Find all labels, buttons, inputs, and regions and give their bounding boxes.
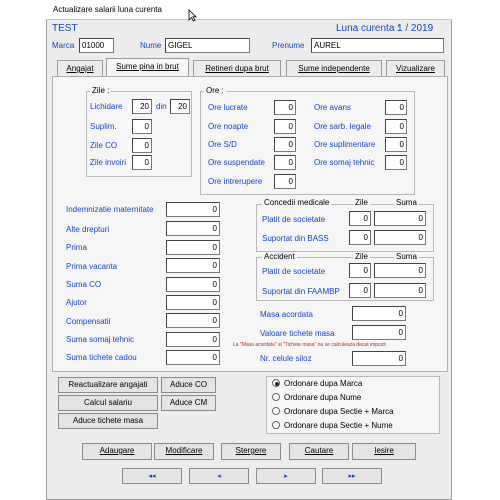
accident-suma-header: Suma [396, 252, 417, 261]
modificare-label: Modificare [165, 446, 203, 455]
compensatii-field[interactable]: 0 [166, 313, 220, 328]
tab-sume-independente[interactable] [286, 60, 382, 76]
tab-label: Retineri dupa brut [205, 64, 269, 73]
nav-next-button[interactable] [256, 468, 316, 484]
marca-field[interactable]: 01000 [79, 38, 114, 53]
ore-caption: Ore : [206, 86, 224, 95]
company-name: TEST [52, 23, 78, 34]
modificare-button[interactable] [154, 443, 214, 460]
reactualizare-angajati-button[interactable]: Reactualizare angajati [58, 377, 158, 393]
ore-lucrate-label: Ore lucrate [208, 103, 248, 112]
ore-intrerupere-field[interactable]: 0 [274, 174, 296, 189]
compensatii-label: Compensatii [66, 317, 111, 326]
stergere-button[interactable] [221, 443, 281, 460]
prenume-field[interactable]: AUREL [311, 38, 444, 53]
ordonare-marca-radio[interactable] [272, 379, 280, 387]
suma-somaj-tehnic-label: Suma somaj tehnic [66, 335, 135, 344]
ore-sarb-legale-label: Ore sarb. legale [314, 122, 371, 131]
suplim-label: Suplim. [90, 122, 117, 131]
nr-celule-siloz-label: Nr. celule siloz [260, 354, 312, 363]
adaugare-label: Adaugare [99, 446, 135, 455]
concedii-bass-suma-field[interactable]: 0 [374, 230, 426, 245]
tab-label: Sume independente [298, 64, 370, 73]
ore-noapte-field[interactable]: 0 [274, 119, 296, 134]
window-title: Actualizare salarii luna curenta [53, 5, 162, 14]
din-field[interactable]: 20 [170, 99, 190, 114]
accident-caption: Accident [264, 252, 295, 261]
next-record-icon: ▸ [284, 472, 288, 480]
tab-label: Sume pina in brut [116, 62, 179, 71]
indemnizatie-maternitate-field[interactable]: 0 [166, 202, 220, 217]
prima-vacanta-label: Prima vacanta [66, 262, 118, 271]
prenume-label: Prenume [272, 41, 305, 50]
current-month-value: 1 / 2019 [397, 23, 434, 34]
iesire-label: Iesire [374, 446, 394, 455]
accident-faambp-zile-field[interactable]: 0 [349, 283, 371, 298]
nav-prev-button[interactable] [189, 468, 249, 484]
tab-angajat[interactable] [57, 60, 103, 76]
valoare-tichete-field[interactable]: 0 [352, 325, 406, 340]
prima-label: Prima [66, 243, 87, 252]
ore-sd-field[interactable]: 0 [274, 137, 296, 152]
concedii-bass-zile-field[interactable]: 0 [349, 230, 371, 245]
calcul-salariu-button[interactable]: Calcul salariu [58, 395, 158, 411]
nume-field[interactable]: GIGEL [165, 38, 250, 53]
indemnizatie-maternitate-label: Indemnizatie maternitate [66, 205, 154, 214]
zile-co-label: Zile CO [90, 141, 118, 150]
masa-acordata-label: Masa acordata [260, 310, 313, 319]
accident-platit-label: Platit de societate [262, 267, 326, 276]
ordonare-sectie-marca-label: Ordonare dupa Sectie + Marca [284, 407, 394, 416]
ore-suspendate-field[interactable]: 0 [274, 155, 296, 170]
concedii-platit-zile-field[interactable]: 0 [349, 211, 371, 226]
suplim-field[interactable]: 0 [132, 119, 152, 134]
cautare-label: Cautare [304, 446, 334, 455]
accident-zile-header: Zile [355, 252, 368, 261]
ajutor-label: Ajutor [66, 298, 87, 307]
ore-suspendate-label: Ore suspendate [208, 158, 265, 167]
zile-co-field[interactable]: 0 [132, 138, 152, 153]
concedii-suma-header: Suma [396, 198, 417, 207]
ordonare-sectie-nume-radio[interactable] [272, 421, 280, 429]
ore-intrerupere-label: Ore intrerupere [208, 177, 263, 186]
cautare-button[interactable] [289, 443, 349, 460]
ajutor-field[interactable]: 0 [166, 295, 220, 310]
mouse-cursor-icon [188, 9, 197, 22]
tab-vizualizare[interactable] [386, 60, 445, 76]
ordonare-sectie-marca-radio[interactable] [272, 407, 280, 415]
suma-tichete-cadou-field[interactable]: 0 [166, 350, 220, 365]
stergere-label: Stergere [235, 446, 267, 455]
concedii-caption: Concedii medicale [264, 198, 330, 207]
last-record-icon: ▸▸ [348, 472, 356, 480]
marca-label: Marca [52, 41, 75, 50]
suma-co-field[interactable]: 0 [166, 277, 220, 292]
ore-lucrate-field[interactable]: 0 [274, 100, 296, 115]
ore-noapte-label: Ore noapte [208, 122, 249, 131]
nr-celule-siloz-field[interactable]: 0 [352, 351, 406, 366]
suma-co-label: Suma CO [66, 280, 102, 289]
ore-suplimentare-label: Ore suplimentare [314, 140, 376, 149]
ordonare-sectie-nume-label: Ordonare dupa Sectie + Nume [284, 421, 393, 430]
tab-retineri-dupa-brut[interactable] [193, 60, 281, 76]
lichidare-field[interactable]: 20 [132, 99, 152, 114]
alte-drepturi-label: Alte drepturi [66, 225, 110, 234]
accident-faambp-label: Suportat din FAAMBP [262, 287, 340, 296]
masa-acordata-field[interactable]: 0 [352, 306, 406, 321]
ore-sd-label: Ore S/D [208, 140, 237, 149]
suma-somaj-tehnic-field[interactable]: 0 [166, 332, 220, 347]
ore-avans-label: Ore avans [314, 103, 351, 112]
concedii-platit-suma-field[interactable]: 0 [374, 211, 426, 226]
nav-last-button[interactable] [322, 468, 382, 484]
prima-field[interactable]: 0 [166, 240, 220, 255]
concedii-bass-label: Suportat din BASS [262, 234, 329, 243]
ordonare-nume-label: Ordonare dupa Nume [284, 393, 362, 402]
ore-somaj-tehnic-field[interactable]: 0 [385, 155, 407, 170]
accident-platit-zile-field[interactable]: 0 [349, 263, 371, 278]
tab-label: Vizualizare [396, 64, 435, 73]
nume-label: Nume [140, 41, 162, 50]
iesire-button[interactable] [352, 443, 416, 460]
masa-note: La "Masa acordata" si "Tichete masa" nu se calculeaza decat impozit [233, 342, 386, 348]
first-record-icon: ◂◂ [148, 472, 156, 480]
aduce-tichete-masa-button[interactable]: Aduce tichete masa [58, 413, 158, 429]
aduce-cm-button[interactable]: Aduce CM [161, 395, 216, 411]
alte-drepturi-field[interactable]: 0 [166, 221, 220, 236]
prev-record-icon: ◂ [217, 472, 221, 480]
ore-avans-field[interactable]: 0 [385, 100, 407, 115]
accident-faambp-suma-field[interactable]: 0 [374, 283, 426, 298]
nav-first-button[interactable] [122, 468, 182, 484]
zile-caption: Zile : [92, 86, 110, 95]
ordonare-nume-radio[interactable] [272, 393, 280, 401]
tab-sume-pina-in-brut[interactable] [106, 58, 189, 77]
accident-platit-suma-field[interactable]: 0 [374, 263, 426, 278]
ore-suplimentare-field[interactable]: 0 [385, 137, 407, 152]
ordonare-marca-label: Ordonare dupa Marca [284, 379, 363, 388]
valoare-tichete-label: Valoare tichete masa [260, 329, 335, 338]
adaugare-button[interactable] [82, 443, 152, 460]
prima-vacanta-field[interactable]: 0 [166, 258, 220, 273]
ore-sarb-legale-field[interactable]: 0 [385, 119, 407, 134]
current-month-label: Luna curenta : [336, 23, 400, 34]
zile-invoiri-field[interactable]: 0 [132, 155, 152, 170]
concedii-platit-label: Platit de societate [262, 215, 326, 224]
zile-invoiri-label: Zile invoiri [90, 158, 127, 167]
concedii-zile-header: Zile [355, 198, 368, 207]
lichidare-label: Lichidare [90, 102, 123, 111]
ore-somaj-tehnic-label: Ore somaj tehnic [314, 158, 375, 167]
tab-label: Angajat [66, 64, 94, 73]
aduce-co-button[interactable]: Aduce CO [161, 377, 216, 393]
din-label: din [156, 102, 167, 111]
suma-tichete-cadou-label: Suma tichete cadou [66, 353, 137, 362]
